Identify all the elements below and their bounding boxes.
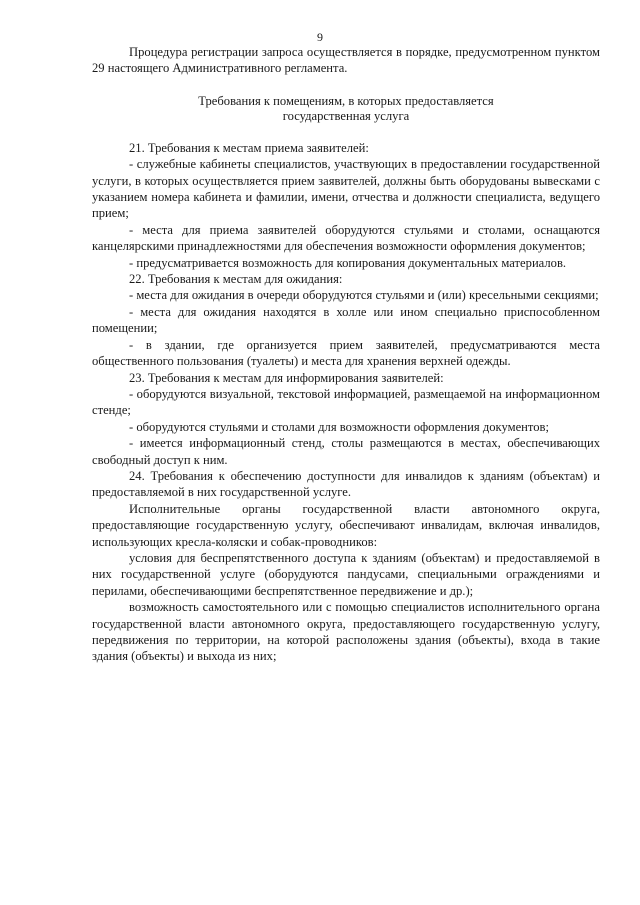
paragraph-24-access-conditions: условия для беспрепятственного доступа к зданиям (объектам) и предоставляемой в них государственной услуге (оборудуются пандусами, специальными ограждениями и перилами, обеспечивающими беспрепятственное передвижение и др.);	[92, 550, 600, 598]
paragraph-24-title: 24. Требования к обеспечению доступности для инвалидов к зданиям (объектам) и предоставляемой в них государственной услуге.	[92, 468, 600, 500]
section-heading-line-2: государственная услуга	[282, 108, 410, 123]
paragraph-23-item-info: - оборудуются визуальной, текстовой информацией, размещаемой на информационном стенде;	[92, 386, 600, 418]
paragraph-21-item-copying: - предусматривается возможность для копирования документальных материалов.	[129, 255, 567, 270]
intro-paragraph: Процедура регистрации запроса осуществляется в порядке, предусмотренном пунктом 29 настоящего Административного регламента.	[92, 45, 600, 76]
paragraph-24-movement: возможность самостоятельного или с помощью специалистов исполнительного органа государственной власти автономного округа, предоставляющего государственную услугу, передвижения по территории, на которой расположены здания (объекты), входа в такие здания (объекты) и выхода из них;	[92, 600, 600, 664]
page-number: 9	[317, 30, 323, 44]
paragraph-23-item-furniture: - оборудуются стульями и столами для возможности оформления документов;	[129, 419, 549, 434]
paragraph-23-title: 23. Требования к местам для информирования заявителей:	[129, 370, 444, 385]
paragraph-21-item-offices: - служебные кабинеты специалистов, участвующих в предоставлении государственной услуги, в которых осуществляется прием заявителей, должны быть оборудованы вывесками с указанием номера кабинета и фамилии, имени, отчества и должности специалиста, ведущего прием;	[92, 157, 600, 221]
document-body	[92, 44, 600, 665]
paragraph-24-authorities: Исполнительные органы государственной власти автономного округа, предоставляющие государственную услугу, обеспечивают инвалидам, включая инвалидов, использующих кресла-коляски и собак-проводников:	[92, 501, 600, 549]
section-heading-line-1: Требования к помещениям, в которых предоставляется	[198, 93, 494, 108]
paragraph-22-item-hall: - места для ожидания находятся в холле или ином специально приспособленном помещении;	[92, 304, 600, 336]
paragraph-22-item-queue: - места для ожидания в очереди оборудуются стульями и (или) кресельными секциями;	[129, 288, 599, 303]
paragraph-22-title: 22. Требования к местам для ожидания:	[129, 272, 343, 287]
paragraph-21-title: 21. Требования к местам приема заявителей:	[129, 140, 369, 155]
paragraph-21-item-reception: - места для приема заявителей оборудуются стульями и столами, оснащаются канцелярскими принадлежностями для обеспечения возможности оформления документов;	[92, 222, 600, 254]
paragraph-22-item-facilities: - в здании, где организуется прием заявителей, предусматриваются места общественного пользования (туалеты) и места для хранения верхней одежды.	[92, 337, 600, 369]
paragraph-23-item-stand: - имеется информационный стенд, столы размещаются в местах, обеспечивающих свободный доступ к ним.	[92, 436, 600, 467]
section-heading	[92, 94, 600, 124]
